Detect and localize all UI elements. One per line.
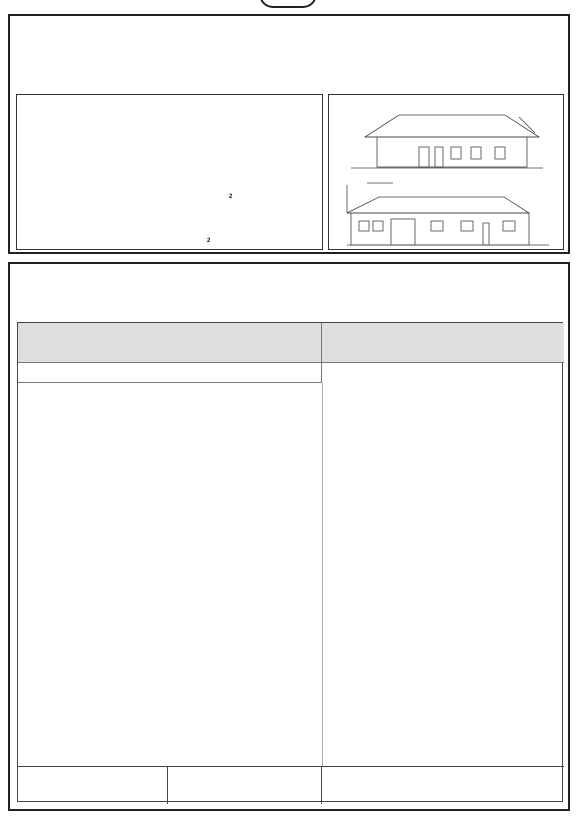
whole-building-row (18, 766, 564, 803)
rating-panel (17, 322, 563, 802)
column-divider (322, 383, 323, 766)
delivered-energy-header (18, 323, 322, 363)
envelope-value: 2 (229, 194, 233, 200)
reference-area-value: 2 (207, 238, 211, 244)
delivered-energy-total (168, 767, 322, 804)
whole-building-label-cell (18, 767, 168, 804)
page-top-decoration (259, 0, 317, 8)
primary-energy-header (322, 323, 564, 363)
building-info-box (16, 94, 323, 250)
house-elevation-sketch (329, 95, 563, 249)
header-section (8, 14, 570, 254)
building-drawing (328, 94, 564, 250)
rating-section (8, 262, 570, 811)
primary-energy-total (322, 767, 564, 804)
specific-values-row (18, 363, 322, 383)
